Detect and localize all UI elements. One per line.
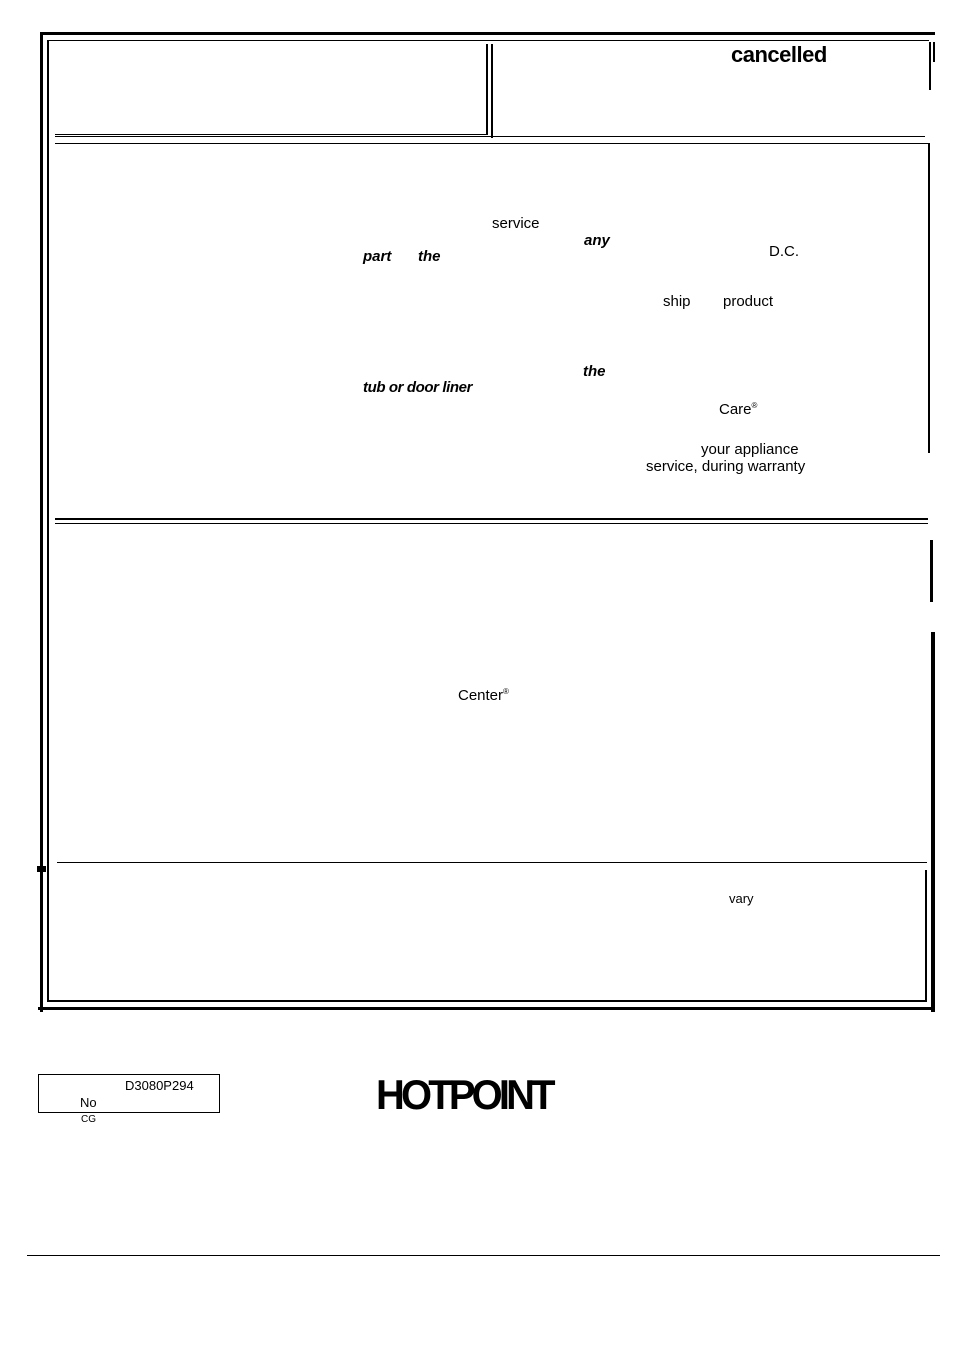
page-bottom-rule [27,1255,940,1256]
word-care [719,402,757,417]
hotpoint-logo: HOTPOINT [376,1071,552,1118]
word-the-2: the [583,363,606,380]
part-number: D3080P294 [125,1078,194,1093]
registered-mark: ® [503,687,509,696]
word-the-1: the [418,248,441,265]
word-dc: D.C. [769,243,799,260]
word-your-appliance: your appliance [701,441,799,458]
word-service-during-warranty: service, during warranty [646,458,806,475]
word-part: part [363,248,392,265]
word-tub-or-door-liner: tub or door liner [363,379,473,396]
center-text: Center [458,687,504,704]
part-number-box [38,1074,220,1113]
word-center [458,688,509,703]
word-ship: ship [663,293,691,310]
word-product: product [723,293,774,310]
no-label: No [80,1095,97,1110]
care-text: Care [719,401,752,418]
word-service: service [492,215,540,232]
word-any: any [584,232,610,249]
registered-mark: ® [751,401,758,410]
word-vary: vary [729,891,754,906]
cancelled-word: cancelled [731,42,827,67]
cg-label: CG [81,1114,96,1125]
